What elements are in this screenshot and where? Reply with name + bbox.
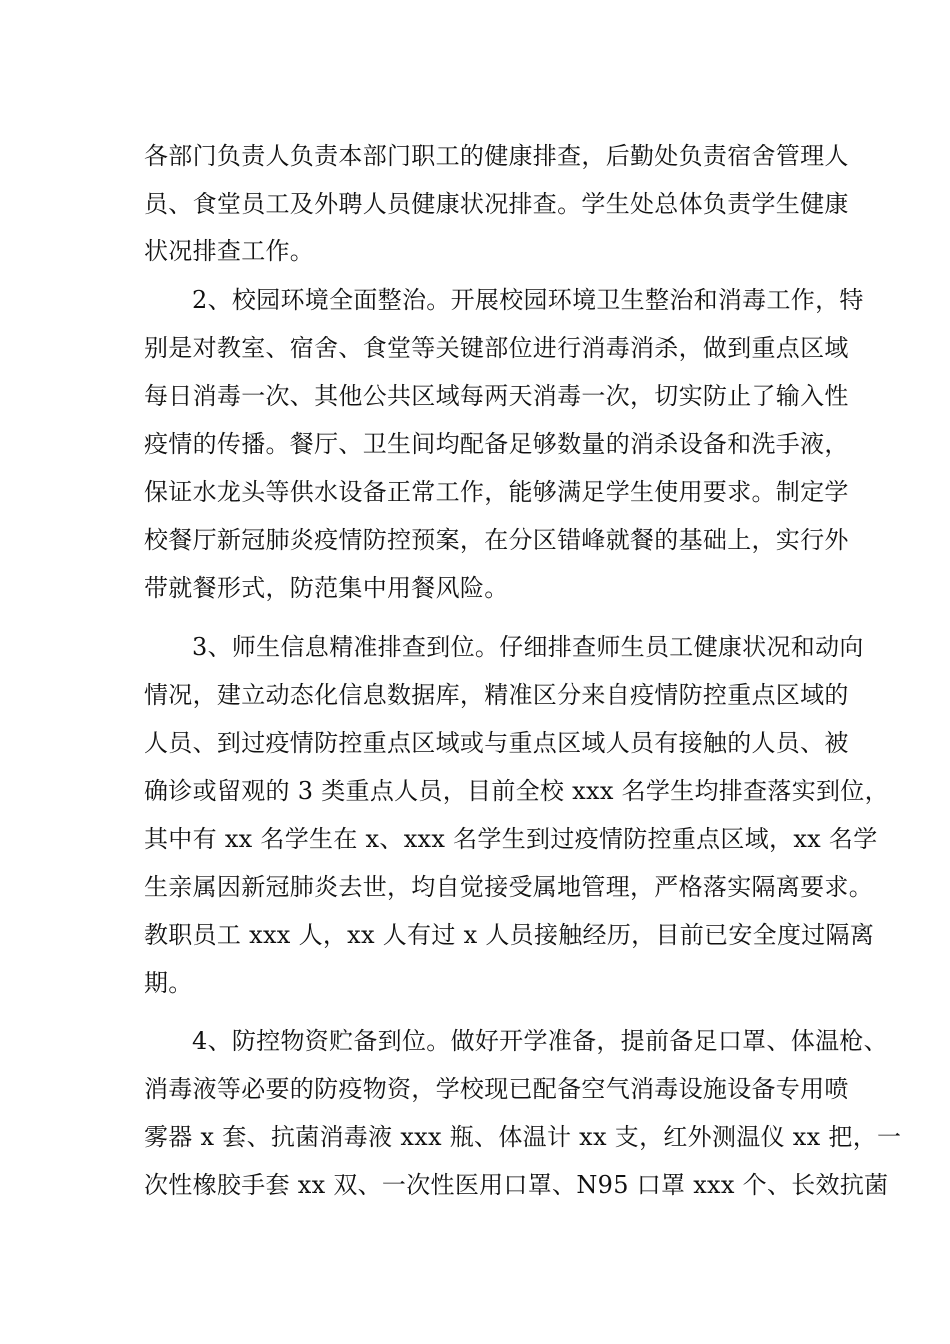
text-line: 情况，建立动态化信息数据库，精准区分来自疫情防控重点区域的 [144, 681, 849, 709]
text-line: 每日消毒一次、其他公共区域每两天消毒一次，切实防止了输入性 [144, 382, 849, 410]
text-line: 雾器 x 套、抗菌消毒液 xxx 瓶、体温计 xx 支，红外测温仪 xx 把，一 [144, 1123, 902, 1151]
text-line: 校餐厅新冠肺炎疫情防控预案，在分区错峰就餐的基础上，实行外 [144, 526, 849, 554]
text-line: 其中有 xx 名学生在 x、xxx 名学生到过疫情防控重点区域，xx 名学 [144, 825, 878, 853]
text-line: 各部门负责人负责本部门职工的健康排查，后勤处负责宿舍管理人 [144, 142, 849, 170]
text-line: 消毒液等必要的防疫物资，学校现已配备空气消毒设施设备专用喷 [144, 1075, 849, 1103]
text-line: 2、校园环境全面整治。开展校园环境卫生整治和消毒工作，特 [192, 286, 864, 314]
text-line: 疫情的传播。餐厅、卫生间均配备足够数量的消杀设备和洗手液， [144, 430, 849, 458]
text-line: 人员、到过疫情防控重点区域或与重点区域人员有接触的人员、被 [144, 729, 849, 757]
text-line: 生亲属因新冠肺炎去世，均自觉接受属地管理，严格落实隔离要求。 [144, 873, 873, 901]
text-line: 带就餐形式，防范集中用餐风险。 [144, 574, 509, 602]
text-line: 教职员工 xxx 人，xx 人有过 x 人员接触经历，目前已安全度过隔离 [144, 921, 875, 949]
text-line: 4、防控物资贮备到位。做好开学准备，提前备足口罩、体温枪、 [192, 1027, 888, 1055]
text-line: 别是对教室、宿舍、食堂等关键部位进行消毒消杀，做到重点区域 [144, 334, 849, 362]
text-line: 保证水龙头等供水设备正常工作，能够满足学生使用要求。制定学 [144, 478, 849, 506]
text-line: 确诊或留观的 3 类重点人员，目前全校 xxx 名学生均排查落实到位， [144, 777, 889, 805]
text-line: 次性橡胶手套 xx 双、一次性医用口罩、N95 口罩 xxx 个、长效抗菌 [144, 1171, 889, 1199]
text-line: 状况排查工作。 [144, 237, 315, 265]
text-line: 3、师生信息精准排查到位。仔细排查师生员工健康状况和动向 [192, 633, 864, 661]
text-line: 期。 [144, 969, 193, 997]
text-line: 员、食堂员工及外聘人员健康状况排查。学生处总体负责学生健康 [144, 190, 849, 218]
